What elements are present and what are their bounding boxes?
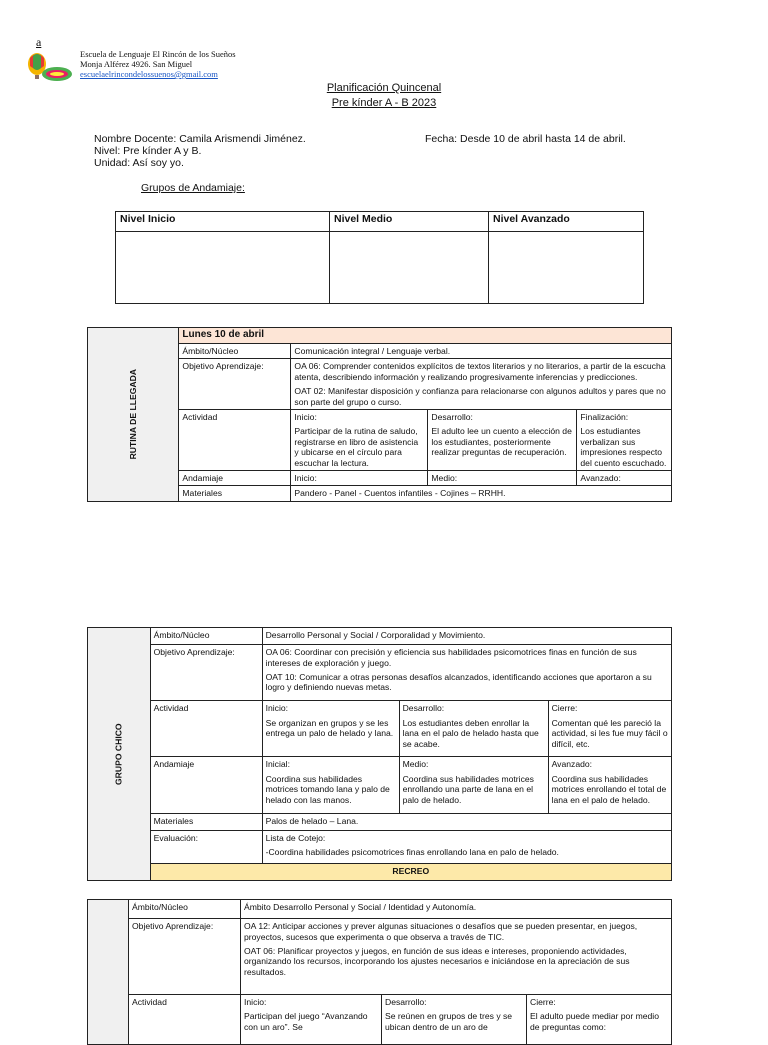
scaffolding-medio: Medio:	[428, 471, 577, 486]
unit: Unidad: Así soy yo.	[94, 157, 184, 169]
day-header: Lunes 10 de abril	[179, 328, 672, 344]
school-name: Escuela de Lenguaje El Rincón de los Sueños	[80, 49, 236, 59]
evaluation-label: Evaluación:	[150, 830, 262, 863]
levels-table	[115, 211, 644, 304]
school-info	[80, 49, 236, 79]
small-group-side-label: GRUPO CHICO	[88, 628, 151, 881]
hot-air-balloon-logo	[24, 52, 74, 84]
scaffolding-medio: Medio: Coordina sus habilidades motrices enrollando una parte de lana en el palo de helado.	[399, 757, 548, 813]
activity-cierre: Cierre: El adulto puede mediar por medio de preguntas como:	[527, 995, 672, 1045]
level-header-inicio: Nivel Inicio	[116, 212, 330, 232]
oa-text: OA 06: Comprender contenidos explícitos de textos literarios y no literarios, a partir de la escucha atenta, describiendo información y realizando progresivamente inferencias y predicciones.	[294, 361, 666, 382]
activity-inicio: Inicio: Se organizan en grupos y se les entrega un palo de helado y lana.	[262, 701, 399, 757]
school-address: Monja Alférez 4926. San Miguel	[80, 59, 193, 69]
scaffolding-label: Andamiaje	[179, 471, 291, 486]
activity-desarrollo: Desarrollo: Se reúnen en grupos de tres y se ubican dentro de un aro de	[382, 995, 527, 1045]
level-cell-avanzado	[489, 232, 644, 304]
teacher-name: Nombre Docente: Camila Arismendi Jiménez.	[94, 133, 306, 145]
ambito-label: Ámbito/Núcleo	[150, 628, 262, 645]
materials-label: Materiales	[150, 813, 262, 830]
scaffolding-label: Andamiaje	[150, 757, 262, 813]
level-cell-inicio	[116, 232, 330, 304]
page-title: Planificación Quincenal	[326, 82, 442, 94]
ambito-label: Ámbito/Núcleo	[179, 344, 291, 359]
ambito-value: Ámbito Desarrollo Personal y Social / Identidad y Autonomía.	[241, 900, 672, 919]
third-side-label	[88, 900, 129, 1045]
oat-text: OAT 06: Planificar proyectos y juegos, en función de sus ideas e intereses, proponiendo actividades, organizando los recursos, incorporando los ajustes necesarios e iniciándose en la apreciación de sus resultados.	[244, 945, 630, 977]
activity-finalizacion: Finalización: Los estudiantes verbalizan sus impresiones respecto del cuento escuchado.	[577, 410, 672, 471]
objective-label: Objetivo Aprendizaje:	[150, 645, 262, 701]
oa-text: OA 12: Anticipar acciones y prever algunas situaciones o desafíos que se pueden presentar, en juegos, proyectos, sucesos que experimenta o que observa a través de TIC.	[244, 921, 638, 942]
oa-text: OA 06: Coordinar con precisión y eficiencia sus habilidades psicomotrices finas en función de sus intereses de exploración y juego.	[265, 647, 637, 668]
level-header-medio: Nivel Medio	[330, 212, 489, 232]
level-cell-medio	[330, 232, 489, 304]
objective-value	[241, 919, 672, 995]
level-header-avanzado: Nivel Avanzado	[489, 212, 644, 232]
scaffolding-inicio: Inicio:	[291, 471, 428, 486]
page-subtitle: Pre kínder A - B 2023	[331, 97, 437, 109]
activity-cierre: Cierre: Comentan qué les pareció la actividad, si les fue muy fácil o difícil, etc.	[548, 701, 671, 757]
scaffolding-inicial: Inicial: Coordina sus habilidades motrices tomando lana y palo de helado con las manos.	[262, 757, 399, 813]
third-group-table	[87, 899, 672, 1045]
objective-value	[262, 645, 671, 701]
ambito-value: Desarrollo Personal y Social / Corporalidad y Movimiento.	[262, 628, 671, 645]
scaffolding-avanzado: Avanzado:	[577, 471, 672, 486]
small-group-table	[87, 627, 672, 881]
materials-value: Palos de helado – Lana.	[262, 813, 671, 830]
evaluation-value: Lista de Cotejo: -Coordina habilidades psicomotrices finas enrollando lana en palo de helado.	[262, 830, 671, 863]
arrival-routine-table	[87, 327, 672, 502]
activity-inicio: Inicio: Participar de la rutina de saludo, registrarse en libro de asistencia y ubicarse en el círculo para escuchar la lectura.	[291, 410, 428, 471]
objective-label: Objetivo Aprendizaje:	[179, 359, 291, 410]
ambito-value: Comunicación integral / Lenguaje verbal.	[291, 344, 672, 359]
scaffolding-avanzado: Avanzado: Coordina sus habilidades motrices enrollando el total de lana en el palo de helado.	[548, 757, 671, 813]
oat-text: OAT 10: Comunicar a otras personas desafíos alcanzados, identificando acciones que aportaron a su logro y definiendo nuevas metas.	[265, 671, 652, 693]
materials-label: Materiales	[179, 486, 291, 501]
oat-text: OAT 02: Manifestar disposición y confianza para relacionarse con algunos adultos y pares que no son parte del grupo o curso.	[294, 386, 666, 407]
corner-letter: a	[36, 35, 42, 49]
recess-banner: RECREO	[150, 863, 671, 880]
activity-label: Actividad	[150, 701, 262, 757]
activity-desarrollo: Desarrollo: Los estudiantes deben enrollar la lana en el palo de helado hasta que se acabe.	[399, 701, 548, 757]
objective-label: Objetivo Aprendizaje:	[129, 919, 241, 995]
school-email-link[interactable]: escuelaelrincondelossuenos@gmail.com	[80, 69, 218, 79]
activity-inicio: Inicio: Participan del juego “Avanzando con un aro”. Se	[241, 995, 382, 1045]
date-range: Fecha: Desde 10 de abril hasta 14 de abril.	[425, 133, 626, 145]
ambito-label: Ámbito/Núcleo	[129, 900, 241, 919]
materials-value: Pandero - Panel - Cuentos infantiles - Cojines – RRHH.	[291, 486, 672, 501]
groups-title: Grupos de Andamiaje:	[141, 182, 245, 194]
arrival-side-label: RUTINA DE LLEGADA	[88, 328, 179, 502]
activity-desarrollo: Desarrollo: El adulto lee un cuento a elección de los estudiantes, posteriormente realizar preguntas de recuperación.	[428, 410, 577, 471]
objective-value	[291, 359, 672, 410]
teacher-info	[94, 133, 306, 169]
activity-label: Actividad	[179, 410, 291, 471]
level: Nivel: Pre kínder A y B.	[94, 145, 202, 157]
activity-label: Actividad	[129, 995, 241, 1045]
